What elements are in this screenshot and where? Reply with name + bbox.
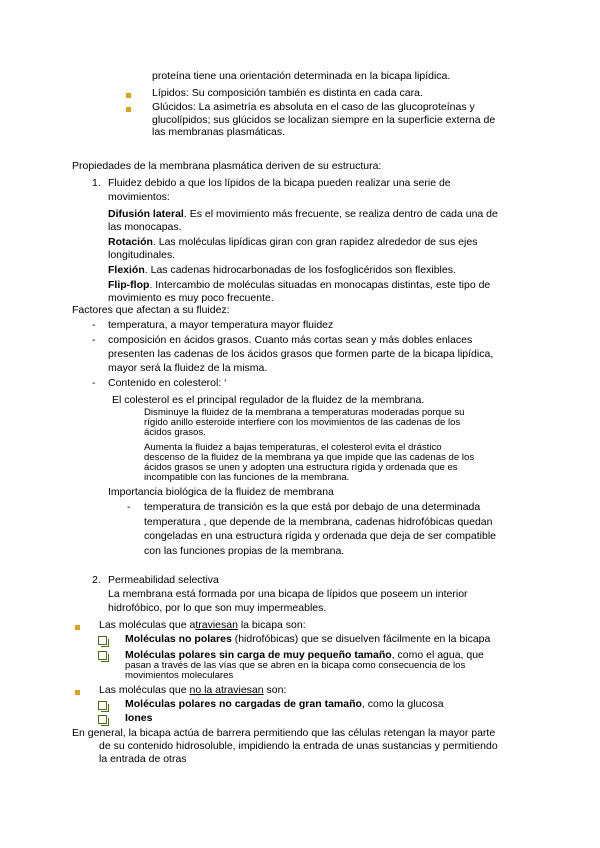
term-label: Flexión (108, 264, 145, 276)
section-intro: Propiedades de la membrana plasmática deriven de su estructura: (72, 160, 382, 172)
section-title: Permeabilidad selectiva (108, 574, 219, 586)
text-line (125, 633, 490, 646)
term-label: Iones (125, 712, 153, 724)
text-line: temperatura de transición es la que está por debajo de una determinada (144, 501, 481, 513)
checkbox-bullet-icon (98, 715, 107, 724)
movement-flipflop (108, 279, 490, 292)
checkbox-bullet-icon (98, 701, 107, 710)
section-title: Factores que afectan a su fluidez: (72, 304, 230, 316)
text-span: Las moléculas que (99, 684, 190, 696)
text-line: incompatible con las funciones de la membrana. (144, 472, 350, 483)
text-line: Disminuye la fluidez de la membrana a temperaturas moderadas porque su (144, 407, 465, 418)
text-line: temperatura, a mayor temperatura mayor fluidez (108, 319, 334, 331)
text-line (125, 698, 444, 711)
text-line: Fluidez debido a que los lípidos de la bicapa pueden realizar una serie de (108, 177, 451, 189)
text-line: de su contenido hidrosoluble, impidiendo la entrada de unas sustancias y permitiendo (99, 740, 498, 752)
text-line: composición en ácidos grasos. Cuanto más cortas sean y más dobles enlaces (108, 334, 473, 346)
text-line: proteína tiene una orientación determinada en la bicapa lipídica. (152, 70, 451, 82)
text-span: Las moléculas que a (99, 619, 196, 631)
term-text: . Las moléculas lipídicas giran con gran rapidez alrededor de sus ejes (152, 236, 478, 248)
term-label: Moléculas polares sin carga de muy pequeño tamaño (125, 649, 392, 661)
text-line: glucolípidos; sus glúcidos se localizan siempre en la superficie externa de (152, 114, 496, 126)
text-line: descenso de la fluidez de la membrana ya que impide que las cadenas de los (144, 452, 475, 463)
term-text: . Intercambio de moléculas situadas en monocapas distintas, este tipo de (149, 279, 491, 291)
movement-flexion (108, 264, 456, 277)
text-line: la entrada de otras (99, 753, 187, 765)
bullet-square-icon (75, 625, 80, 630)
text-line: Lípidos: Su composición también es distinta en cada cara. (152, 87, 423, 99)
term-label: Moléculas no polares (125, 633, 232, 645)
text-span: la bicapa son: (237, 619, 306, 631)
text-line: con las funciones propias de la membrana. (144, 545, 345, 557)
bullet-square-icon (126, 107, 131, 112)
term-label: Flip-flop (108, 279, 150, 291)
term-text: , como la glucosa (361, 698, 444, 710)
term-label: Difusión lateral (108, 208, 184, 220)
text-line: Aumenta la fluidez a bajas temperaturas, el colesterol evita el drástico (144, 442, 442, 453)
text-line: temperatura , que depende de la membrana, cadenas hidrofóbicas quedan (144, 516, 493, 528)
dash-bullet: - (127, 501, 131, 513)
text-line: las monocapas. (108, 221, 182, 233)
bullet-square-icon (75, 690, 80, 695)
underlined-text: no la atraviesan (189, 684, 264, 696)
text-line: ácidos grasos. (144, 427, 206, 438)
text-span: son: (263, 684, 287, 696)
list-number: 1. (92, 177, 101, 189)
text-line (99, 619, 306, 632)
movement-difusion (108, 208, 498, 221)
text-line: El colesterol es el principal regulador de la fluidez de la membrana. (112, 394, 425, 406)
text-line: mayor será la fluidez de la misma. (108, 362, 268, 374)
text-line: Glúcidos: La asimetría es absoluta en el caso de las glucoproteínas y (152, 101, 475, 113)
text-line: congeladas en una estructura rígida y ordenada que deja de ser compatible (144, 530, 496, 542)
text-line: rígido anillo esteroide interfiere con los movimientos de las cadenas de los (144, 417, 461, 428)
checkbox-bullet-icon (98, 636, 107, 645)
bullet-square-icon (126, 93, 131, 98)
checkbox-bullet-icon (98, 651, 107, 660)
dash-bullet: - (92, 377, 96, 389)
dash-bullet: - (92, 319, 96, 331)
term-text: . Es el movimiento más frecuente, se realiza dentro de cada una de (183, 208, 498, 220)
underlined-text: traviesan (195, 619, 238, 631)
text-line: movimientos moleculares (125, 670, 234, 681)
text-line: La membrana está formada por una bicapa de lípidos que poseem un interior (108, 588, 468, 600)
text-line: movimientos: (108, 191, 170, 203)
section-title: Importancia biológica de la fluidez de membrana (108, 486, 334, 498)
dash-bullet: - (92, 334, 96, 346)
text-line: ácidos grasos se unen y adopten una estructura rígida y ordenada que es (144, 462, 458, 473)
text-line: Contenido en colesterol: ‘ (108, 377, 227, 389)
term-text: . Las cadenas hidrocarbonadas de los fosfoglicéridos son flexibles. (144, 264, 456, 276)
text-line: presenten las cadenas de los ácidos grasos que formen parte de la bicapa lipídica, (108, 348, 494, 360)
text-line: movimiento es muy poco frecuente. (108, 292, 274, 304)
text-line (99, 684, 286, 697)
movement-rotacion (108, 236, 477, 249)
term-text: , como el agua, que (391, 649, 484, 661)
term-text: (hidrofóbicas) que se disuelven fácilmente en la bicapa (231, 633, 491, 645)
text-line: hidrofóbico, por lo que son muy impermeables. (108, 602, 327, 614)
text-line: En general, la bicapa actúa de barrera permitiendo que las células retengan la mayor parte (72, 727, 496, 739)
term-label: Rotación (108, 236, 153, 248)
term-label: Moléculas polares no cargadas de gran tamaño (125, 698, 362, 710)
text-line: longitudinales. (108, 249, 176, 261)
text-line: pasan a través de las vías que se abren en la bicapa como consecuencia de los (125, 660, 466, 671)
text-line: las membranas plasmáticas. (152, 126, 286, 138)
list-number: 2. (92, 574, 101, 586)
